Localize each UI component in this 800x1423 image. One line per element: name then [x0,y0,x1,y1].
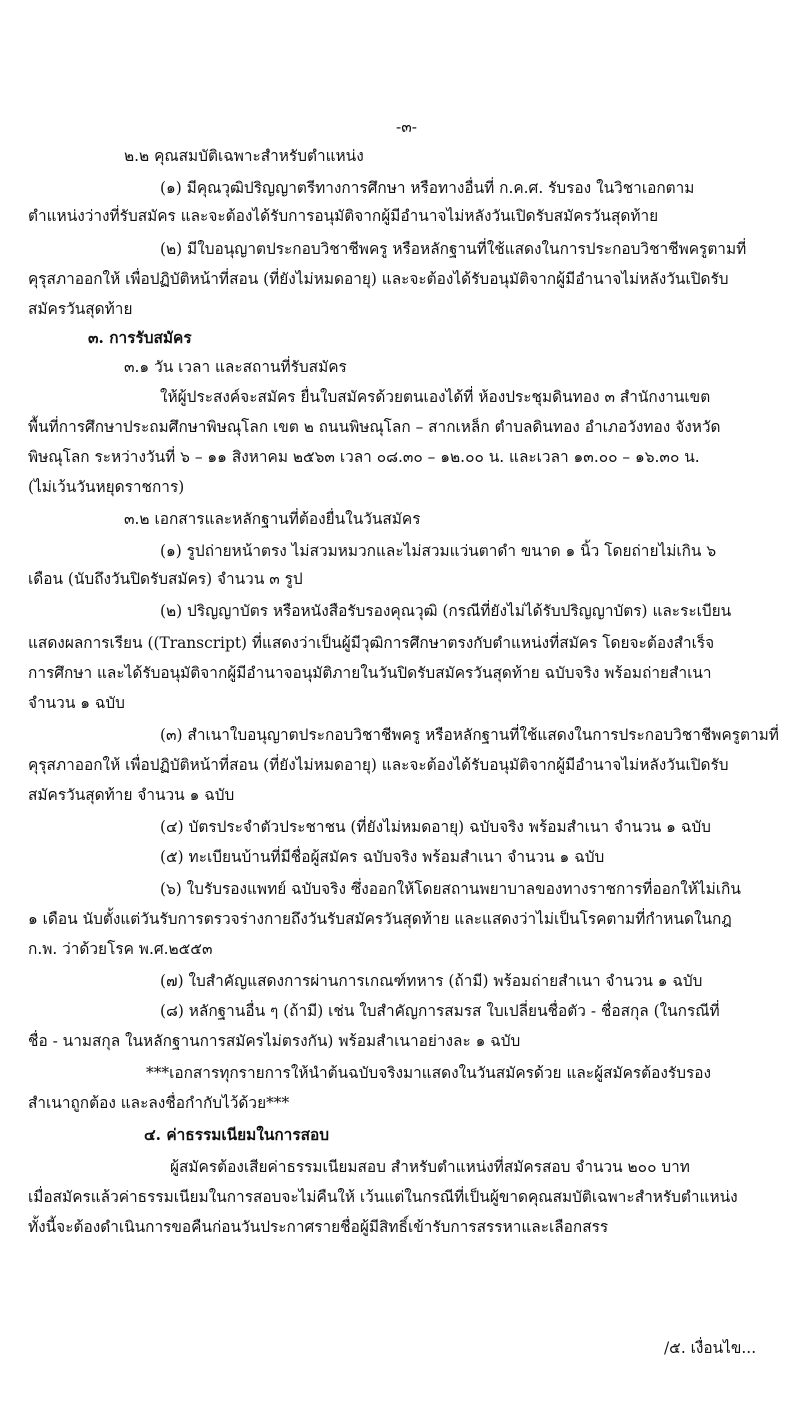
document-8-line: ชื่อ - นามสกุล ในหลักฐานการสมัครไม่ตรงกัน) พร้อมสำเนาอย่างละ ๑ ฉบับ [28,1032,521,1050]
heading-3-1: ๓.๑ วัน เวลา และสถานที่รับสมัคร [124,358,347,376]
document-2-line: จำนวน ๑ ฉบับ [28,694,125,712]
document-2-line: (๒) ปริญญาบัตร หรือหนังสือรับรองคุณวุฒิ (กรณีที่ยังไม่ได้รับปริญญาบัตร) และระเบียน [160,602,732,620]
documents-note-line: ***เอกสารทุกรายการให้นำต้นฉบับจริงมาแสดงในวันสมัครด้วย และผู้สมัครต้องรับรอง [146,1064,711,1082]
document-1-line: (๑) รูปถ่ายหน้าตรง ไม่สวมหมวกและไม่สวมแว่นตาดำ ขนาด ๑ นิ้ว โดยถ่ายไม่เกิน ๖ [160,542,717,560]
documents-note-line: สำเนาถูกต้อง และลงชื่อกำกับไว้ด้วย*** [28,1094,290,1112]
qualification-1-line: ตำแหน่งว่างที่รับสมัคร และจะต้องได้รับการอนุมัติจากผู้มีอำนาจไม่หลังวันเปิดรับสมัครวันสุดท้าย [28,207,659,225]
document-1-line: เดือน (นับถึงวันปิดรับสมัคร) จำนวน ๓ รูป [28,570,303,588]
qualification-1-line: (๑) มีคุณวุฒิปริญญาตรีทางการศึกษา หรือทางอื่นที่ ก.ค.ศ. รับรอง ในวิชาเอกตาม [160,179,695,197]
page-number: -๓- [396,118,417,136]
exam-fee-line: ทั้งนี้จะต้องดำเนินการขอคืนก่อนวันประกาศรายชื่อผู้มีสิทธิ์เข้ารับการสรรหาและเลือกสรร [28,1218,609,1236]
document-8-line: (๘) หลักฐานอื่น ๆ (ถ้ามี) เช่น ใบสำคัญการสมรส ใบเปลี่ยนชื่อตัว - ชื่อสกุล (ในกรณีที่ [160,1002,720,1020]
document-2-line: แสดงผลการเรียน ((Transcript) ที่แสดงว่าเป็นผู้มีวุฒิการศึกษาตรงกับตำแหน่งที่สมัคร โดยจะต้องสำเร็จ [28,634,715,652]
registration-line: ให้ผู้ประสงค์จะสมัคร ยื่นใบสมัครด้วยตนเองได้ที่ ห้องประชุมดินทอง ๓ สำนักงานเขต [160,388,711,406]
document-3-line: คุรุสภาออกให้ เพื่อปฏิบัติหน้าที่สอน (ที่ยังไม่หมดอายุ) และจะต้องได้รับอนุมัติจากผู้มีอำนาจไม่หลังวันเปิดรับ [28,756,729,774]
heading-2-2: ๒.๒ คุณสมบัติเฉพาะสำหรับตำแหน่ง [124,147,364,165]
qualification-2-line: สมัครวันสุดท้าย [28,300,133,318]
exam-fee-line: เมื่อสมัครแล้วค่าธรรมเนียมในการสอบจะไม่คืนให้ เว้นแต่ในกรณีที่เป็นผู้ขาดคุณสมบัติเฉพาะสำหรับตำแหน่ง [28,1188,738,1206]
document-2-line: การศึกษา และได้รับอนุมัติจากผู้มีอำนาจอนุมัติภายในวันปิดรับสมัครวันสุดท้าย ฉบับจริง พร้อมถ่ายสำเนา [28,664,712,682]
heading-3-2: ๓.๒ เอกสารและหลักฐานที่ต้องยื่นในวันสมัคร [124,510,421,528]
continuation-note: /๕. เงื่อนไข... [664,1339,757,1357]
qualification-2-line: (๒) มีใบอนุญาตประกอบวิชาชีพครู หรือหลักฐานที่ใช้แสดงในการประกอบวิชาชีพครูตามที่ [160,240,747,258]
registration-line: (ไม่เว้นวันหยุดราชการ) [28,478,185,496]
document-6-line: ก.พ. ว่าด้วยโรค พ.ศ.๒๕๕๓ [28,940,213,958]
registration-line: พิษณุโลก ระหว่างวันที่ ๖ – ๑๑ สิงหาคม ๒๕๖๓ เวลา ๐๘.๓๐ – ๑๒.๐๐ น. และเวลา ๑๓.๐๐ – ๑๖.๓๐ น. [28,448,700,466]
qualification-2-line: คุรุสภาออกให้ เพื่อปฏิบัติหน้าที่สอน (ที่ยังไม่หมดอายุ) และจะต้องได้รับอนุมัติจากผู้มีอำนาจไม่หลังวันเปิดรับ [28,270,729,288]
document-3-line: สมัครวันสุดท้าย จำนวน ๑ ฉบับ [28,786,235,804]
document-6-line: ๑ เดือน นับตั้งแต่วันรับการตรวจร่างกายถึงวันรับสมัครวันสุดท้าย และแสดงว่าไม่เป็นโรคตามที่กำหนดในกฎ [28,910,732,928]
heading-4: ๔. ค่าธรรมเนียมในการสอบ [144,1126,329,1144]
heading-3: ๓. การรับสมัคร [88,329,192,347]
registration-line: พื้นที่การศึกษาประถมศึกษาพิษณุโลก เขต ๒ ถนนพิษณุโลก – สากเหล็ก ตำบลดินทอง อำเภอวังทอง จังหวัด [28,418,721,436]
document-4: (๔) บัตรประจำตัวประชาชน (ที่ยังไม่หมดอายุ) ฉบับจริง พร้อมสำเนา จำนวน ๑ ฉบับ [160,818,711,836]
document-5: (๕) ทะเบียนบ้านที่มีชื่อผู้สมัคร ฉบับจริง พร้อมสำเนา จำนวน ๑ ฉบับ [160,848,605,866]
document-6-line: (๖) ใบรับรองแพทย์ ฉบับจริง ซึ่งออกให้โดยสถานพยาบาลของทางราชการที่ออกให้ไม่เกิน [160,880,741,898]
exam-fee-line: ผู้สมัครต้องเสียค่าธรรมเนียมสอบ สำหรับตำแหน่งที่สมัครสอบ จำนวน ๒๐๐ บาท [170,1158,690,1176]
document-7: (๗) ใบสำคัญแสดงการผ่านการเกณฑ์ทหาร (ถ้ามี) พร้อมถ่ายสำเนา จำนวน ๑ ฉบับ [160,972,703,990]
document-3-line: (๓) สำเนาใบอนุญาตประกอบวิชาชีพครู หรือหลักฐานที่ใช้แสดงในการประกอบวิชาชีพครูตามที่ [160,726,779,744]
